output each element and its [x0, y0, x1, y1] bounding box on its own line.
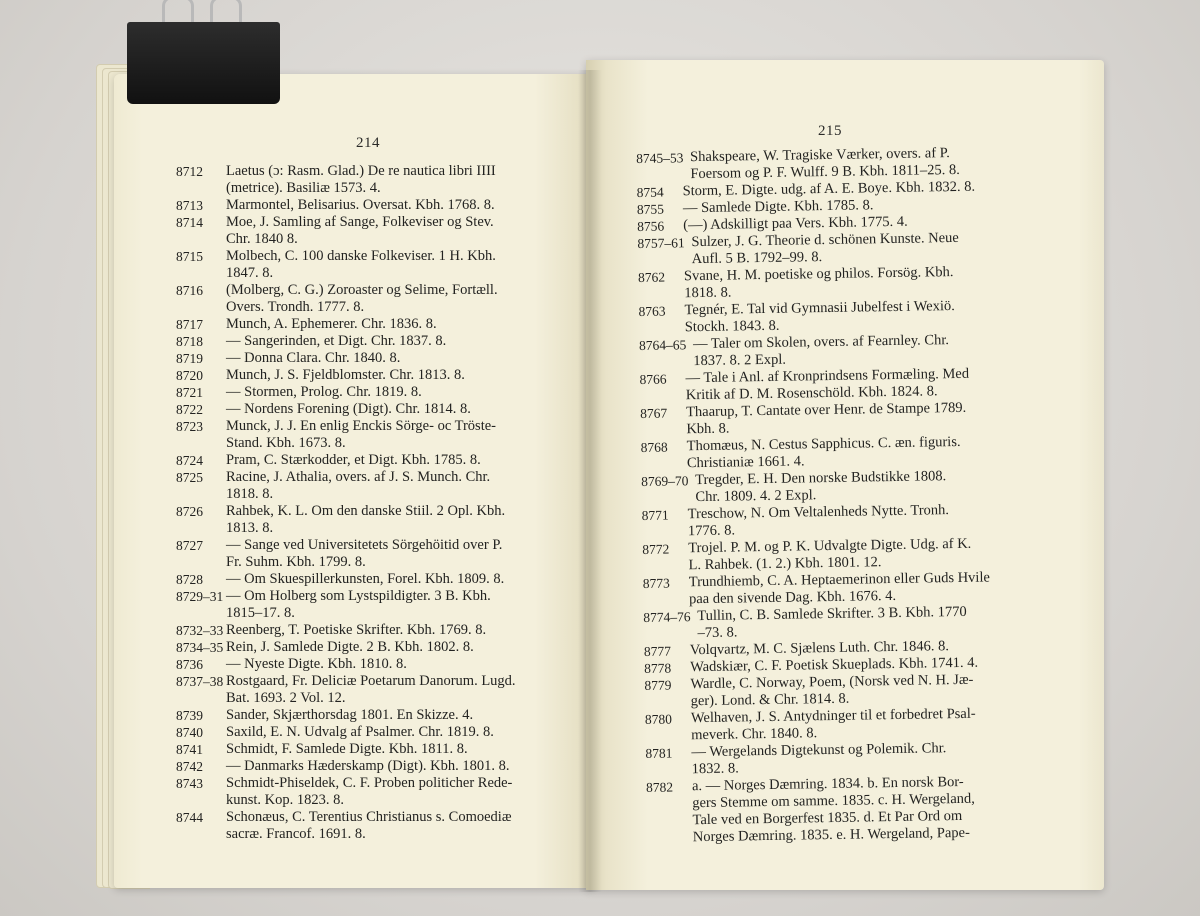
entry-number: 8729–31	[176, 589, 224, 604]
entry-number: 8719	[176, 351, 203, 366]
entry-text	[176, 248, 566, 282]
entry-text	[176, 537, 566, 571]
catalog-entries-right	[636, 144, 1047, 847]
catalog-entry	[176, 214, 566, 248]
entry-line: Chr. 1809. 4. 2 Expl.	[695, 487, 817, 506]
catalog-entry	[176, 656, 566, 673]
entry-line: Trundhiemb, C. A. Heptaemerinon eller Guds Hvile	[688, 569, 990, 591]
catalog-entry	[176, 775, 566, 809]
entry-line: Tegnér, E. Tal vid Gymnasii Jubelfest i Wexiö.	[684, 298, 955, 319]
entry-line: Tregder, E. H. Den norske Budstikke 1808.	[695, 468, 947, 489]
entry-number: 8712	[176, 164, 203, 179]
entry-line: kunst. Kop. 1823. 8.	[226, 792, 345, 808]
catalog-entry	[176, 588, 566, 622]
entry-line: — Taler om Skolen, overs. af Fearnley. Chr.	[692, 332, 950, 353]
entry-line: Foersom og P. F. Wulff. 9 B. Kbh. 1811–25. 8.	[690, 161, 960, 183]
entry-line: 1776. 8.	[687, 522, 736, 540]
entry-number: 8717	[176, 317, 203, 332]
entry-number: 8740	[176, 725, 203, 740]
entry-number: 8720	[176, 368, 203, 383]
entry-line: Overs. Trondh. 1777. 8.	[226, 299, 365, 315]
entry-line: — Wergelands Digtekunst og Polemik. Chr.	[691, 740, 947, 761]
entry-line: — Samlede Digte. Kbh. 1785. 8.	[682, 197, 874, 217]
entry-line: Stand. Kbh. 1673. 8.	[226, 435, 346, 451]
entry-line: — Sange ved Universitetets Sörgehöitid over P.	[226, 537, 503, 553]
entry-number: 8754	[636, 184, 664, 200]
entry-number: 8724	[176, 453, 203, 468]
entry-text	[176, 588, 566, 622]
entry-number: 8772	[642, 541, 670, 557]
entry-line: Munck, J. J. En enlig Enckis Sörge- oc Tröste-	[226, 418, 496, 434]
entry-line: Munch, A. Ephemerer. Chr. 1836. 8.	[226, 316, 437, 332]
catalog-entry	[176, 809, 566, 843]
catalog-entry	[176, 724, 566, 741]
page-number-right: 215	[818, 123, 842, 139]
catalog-entry	[176, 350, 566, 367]
entry-text	[176, 724, 566, 741]
entry-line: — Danmarks Hæderskamp (Digt). Kbh. 1801. 8.	[226, 758, 510, 774]
entry-line: Rein, J. Samlede Digte. 2 B. Kbh. 1802. 8.	[226, 639, 474, 655]
entry-text	[176, 775, 566, 809]
entry-text	[176, 418, 566, 452]
entry-line: 1818. 8.	[226, 486, 274, 502]
entry-text	[176, 469, 566, 503]
catalog-entry	[176, 367, 566, 384]
entry-line: — Sangerinden, et Digt. Chr. 1837. 8.	[226, 333, 447, 349]
entry-number: 8766	[639, 371, 667, 387]
entry-line: Thaarup, T. Cantate over Henr. de Stampe 1789.	[685, 399, 967, 421]
entry-number: 8714	[176, 215, 203, 230]
entry-line: meverk. Chr. 1840. 8.	[691, 725, 818, 744]
entry-text	[176, 197, 566, 214]
entry-number: 8771	[641, 507, 669, 523]
catalog-entry	[176, 163, 566, 197]
entry-line: Laetus (ɔ: Rasm. Glad.) De re nautica libri IIII	[226, 163, 496, 179]
book-gutter	[578, 70, 602, 892]
entry-line: Stockh. 1843. 8.	[684, 317, 780, 336]
entry-number: 8718	[176, 334, 203, 349]
catalog-entry	[176, 503, 566, 537]
entry-text	[176, 367, 566, 384]
entry-number: 8769–70	[641, 473, 689, 489]
entry-line: sacræ. Francof. 1691. 8.	[226, 826, 366, 842]
entry-line: Sander, Skjærthorsdag 1801. En Skizze. 4.	[226, 707, 474, 723]
entry-line: Welhaven, J. S. Antydninger til et forbedret Psal-	[690, 705, 976, 727]
entry-line: –73. 8.	[697, 624, 738, 642]
entry-line: — Om Holberg som Lystspildigter. 3 B. Kbh.	[226, 588, 491, 604]
entry-line: 1815–17. 8.	[226, 605, 295, 621]
entry-line: Rahbek, K. L. Om den danske Stiil. 2 Opl. Kbh.	[226, 503, 506, 519]
entry-number: 8743	[176, 776, 203, 791]
entry-line: gers Stemme om samme. 1835. c. H. Wergeland,	[692, 790, 975, 812]
entry-line: Schmidt, F. Samlede Digte. Kbh. 1811. 8.	[226, 741, 468, 757]
catalog-entry	[176, 452, 566, 469]
entry-line: Tale ved en Borgerfest 1835. d. Et Par Ord om	[692, 807, 963, 829]
entry-text	[176, 384, 566, 401]
entry-text	[176, 707, 566, 724]
entry-text	[176, 163, 566, 197]
entry-text	[646, 773, 1047, 847]
entry-number: 8721	[176, 385, 203, 400]
entry-text	[176, 282, 566, 316]
entry-line: (metrice). Basiliæ 1573. 4.	[226, 180, 381, 196]
entry-line: Bat. 1693. 2 Vol. 12.	[226, 690, 346, 706]
entry-line: Molbech, C. 100 danske Folkeviser. 1 H. Kbh.	[226, 248, 496, 264]
entry-line: Sulzer, J. G. Theorie d. schönen Kunste. Neue	[691, 229, 959, 251]
entry-number: 8781	[645, 745, 673, 761]
entry-line: Wadskiær, C. F. Poetisk Skueplads. Kbh. 1741. 4.	[690, 654, 979, 676]
entry-text	[176, 758, 566, 775]
entry-number: 8741	[176, 742, 203, 757]
catalog-entry	[176, 673, 566, 707]
entry-line: Shakspeare, W. Tragiske Værker, overs. af P.	[689, 145, 950, 166]
catalog-entry	[176, 622, 566, 639]
entry-line: — Nyeste Digte. Kbh. 1810. 8.	[226, 656, 407, 672]
entry-line: Kbh. 8.	[686, 420, 730, 438]
entry-line: 1813. 8.	[226, 520, 274, 536]
entry-text	[176, 571, 566, 588]
entry-number: 8756	[637, 218, 665, 234]
entry-number: 8739	[176, 708, 203, 723]
entry-number: 8764–65	[638, 337, 687, 353]
entry-text	[176, 673, 566, 707]
entry-line: Christianiæ 1661. 4.	[686, 453, 805, 472]
entry-line: Svane, H. M. poetiske og philos. Forsög. Kbh.	[683, 264, 954, 285]
entry-line: — Tale i Anl. af Kronprindsens Formæling. Med	[685, 365, 970, 387]
catalog-entry	[176, 469, 566, 503]
entry-number: 8757–61	[637, 235, 685, 251]
entry-line: Aufl. 5 B. 1792–99. 8.	[691, 249, 823, 268]
catalog-entry	[176, 639, 566, 656]
entry-line: ger). Lond. & Chr. 1814. 8.	[690, 690, 850, 710]
entry-line: L. Rahbek. (1. 2.) Kbh. 1801. 12.	[688, 554, 882, 574]
entry-line: Fr. Suhm. Kbh. 1799. 8.	[226, 554, 366, 570]
entry-number: 8755	[636, 201, 665, 217]
catalog-entry	[176, 741, 566, 758]
entry-number: 8728	[176, 572, 203, 587]
entry-number: 8723	[176, 419, 203, 434]
entry-line: (Molberg, C. G.) Zoroaster og Selime, Fortæll.	[226, 282, 498, 298]
entry-line: Tullin, C. B. Samlede Skrifter. 3 B. Kbh. 1770	[697, 603, 967, 625]
entry-line: — Donna Clara. Chr. 1840. 8.	[226, 350, 401, 366]
catalog-entry	[176, 384, 566, 401]
entry-number: 8767	[640, 405, 668, 421]
entry-number: 8782	[645, 779, 674, 795]
entry-line: 1847. 8.	[226, 265, 274, 281]
entry-line: a. — Norges Dæmring. 1834. b. En norsk Bor-	[691, 773, 964, 795]
entry-text	[176, 622, 566, 639]
entry-line: Trojel. P. M. og P. K. Udvalgte Digte. Udg. af K.	[688, 535, 972, 557]
catalog-entry	[176, 316, 566, 333]
entry-line: Munch, J. S. Fjeldblomster. Chr. 1813. 8.	[226, 367, 465, 383]
binder-clip	[127, 22, 280, 104]
entry-line: Saxild, E. N. Udvalg af Psalmer. Chr. 1819. 8.	[226, 724, 494, 740]
entry-number: 8734–35	[176, 640, 224, 655]
entry-text	[176, 214, 566, 248]
entry-line: (—) Adskilligt paa Vers. Kbh. 1775. 4.	[683, 213, 908, 234]
entry-number: 8716	[176, 283, 203, 298]
entry-number: 8768	[640, 439, 668, 455]
entry-line: Chr. 1840 8.	[226, 231, 298, 247]
entry-text	[176, 316, 566, 333]
entry-number: 8774–76	[643, 609, 691, 625]
entry-text	[176, 350, 566, 367]
entry-line: Volqvartz, M. C. Sjælens Luth. Chr. 1846. 8.	[689, 638, 950, 659]
entry-line: Kritik af D. M. Rosenschöld. Kbh. 1824. 8.	[685, 383, 938, 404]
entry-number: 8763	[638, 303, 666, 319]
catalog-entry	[176, 418, 566, 452]
entry-number: 8773	[642, 575, 670, 591]
entry-line: 1818. 8.	[684, 284, 732, 302]
entry-number: 8727	[176, 538, 203, 553]
entry-text	[176, 656, 566, 673]
entry-number: 8745–53	[636, 150, 684, 166]
catalog-entry	[176, 758, 566, 775]
entry-line: — Om Skuespillerkunsten, Forel. Kbh. 1809. 8.	[226, 571, 505, 587]
catalog-entry	[176, 197, 566, 214]
entry-line: Schonæus, C. Terentius Christianus s. Comoediæ	[226, 809, 512, 825]
entry-number: 8779	[644, 677, 672, 693]
entry-text	[176, 741, 566, 758]
entry-number: 8725	[176, 470, 203, 485]
entry-text	[176, 401, 566, 418]
entry-number: 8778	[644, 660, 672, 676]
entry-line: Norges Dæmring. 1835. e. H. Wergeland, Pape-	[692, 824, 971, 846]
catalog-entry	[176, 537, 566, 571]
entry-line: 1837. 8. 2 Expl.	[693, 351, 787, 370]
catalog-entry	[176, 401, 566, 418]
entry-text	[176, 639, 566, 656]
catalog-entry	[176, 248, 566, 282]
entry-line: Wardle, C. Norway, Poem, (Norsk ved N. H. Jæ-	[690, 671, 974, 693]
entry-number: 8762	[637, 269, 666, 285]
catalog-entry	[646, 773, 1047, 847]
entry-number: 8777	[643, 643, 671, 659]
entry-text	[176, 809, 566, 843]
entry-line: Schmidt-Phiseldek, C. F. Proben politicher Rede-	[226, 775, 513, 791]
entry-line: Moe, J. Samling af Sange, Folkeviser og Stev.	[226, 214, 494, 230]
entry-text	[176, 333, 566, 350]
entry-number: 8732–33	[176, 623, 224, 638]
entry-number: 8780	[644, 711, 673, 727]
entry-text	[176, 503, 566, 537]
entry-number: 8742	[176, 759, 203, 774]
entry-line: Treschow, N. Om Veltalenheds Nytte. Tronh.	[687, 502, 950, 523]
entry-line: paa den sivende Dag. Kbh. 1676. 4.	[688, 587, 897, 608]
catalog-entry	[176, 282, 566, 316]
entry-number: 8715	[176, 249, 203, 264]
entry-line: 1832. 8.	[691, 760, 739, 778]
entry-line: Pram, C. Stærkodder, et Digt. Kbh. 1785. 8.	[226, 452, 481, 468]
entry-line: Racine, J. Athalia, overs. af J. S. Munch. Chr.	[226, 469, 491, 485]
entry-number: 8736	[176, 657, 203, 672]
entry-text	[176, 452, 566, 469]
entry-number: 8722	[176, 402, 203, 417]
entry-line: Reenberg, T. Poetiske Skrifter. Kbh. 1769. 8.	[226, 622, 487, 638]
entry-number: 8744	[176, 810, 203, 825]
page-number-left: 214	[356, 135, 380, 151]
entry-number: 8737–38	[176, 674, 224, 689]
entry-number: 8726	[176, 504, 203, 519]
entry-line: Thomæus, N. Cestus Sapphicus. C. æn. figuris.	[686, 433, 961, 455]
catalog-entries-left	[176, 163, 566, 843]
catalog-entry	[176, 707, 566, 724]
catalog-entry	[176, 333, 566, 350]
entry-number: 8713	[176, 198, 203, 213]
entry-line: — Stormen, Prolog. Chr. 1819. 8.	[226, 384, 422, 400]
entry-line: Rostgaard, Fr. Deliciæ Poetarum Danorum. Lugd.	[226, 673, 516, 689]
entry-line: Marmontel, Belisarius. Oversat. Kbh. 1768. 8.	[226, 197, 495, 213]
catalog-entry	[176, 571, 566, 588]
entry-line: Storm, E. Digte. udg. af A. E. Boye. Kbh. 1832. 8.	[682, 178, 976, 200]
entry-line: — Nordens Forening (Digt). Chr. 1814. 8.	[226, 401, 471, 417]
